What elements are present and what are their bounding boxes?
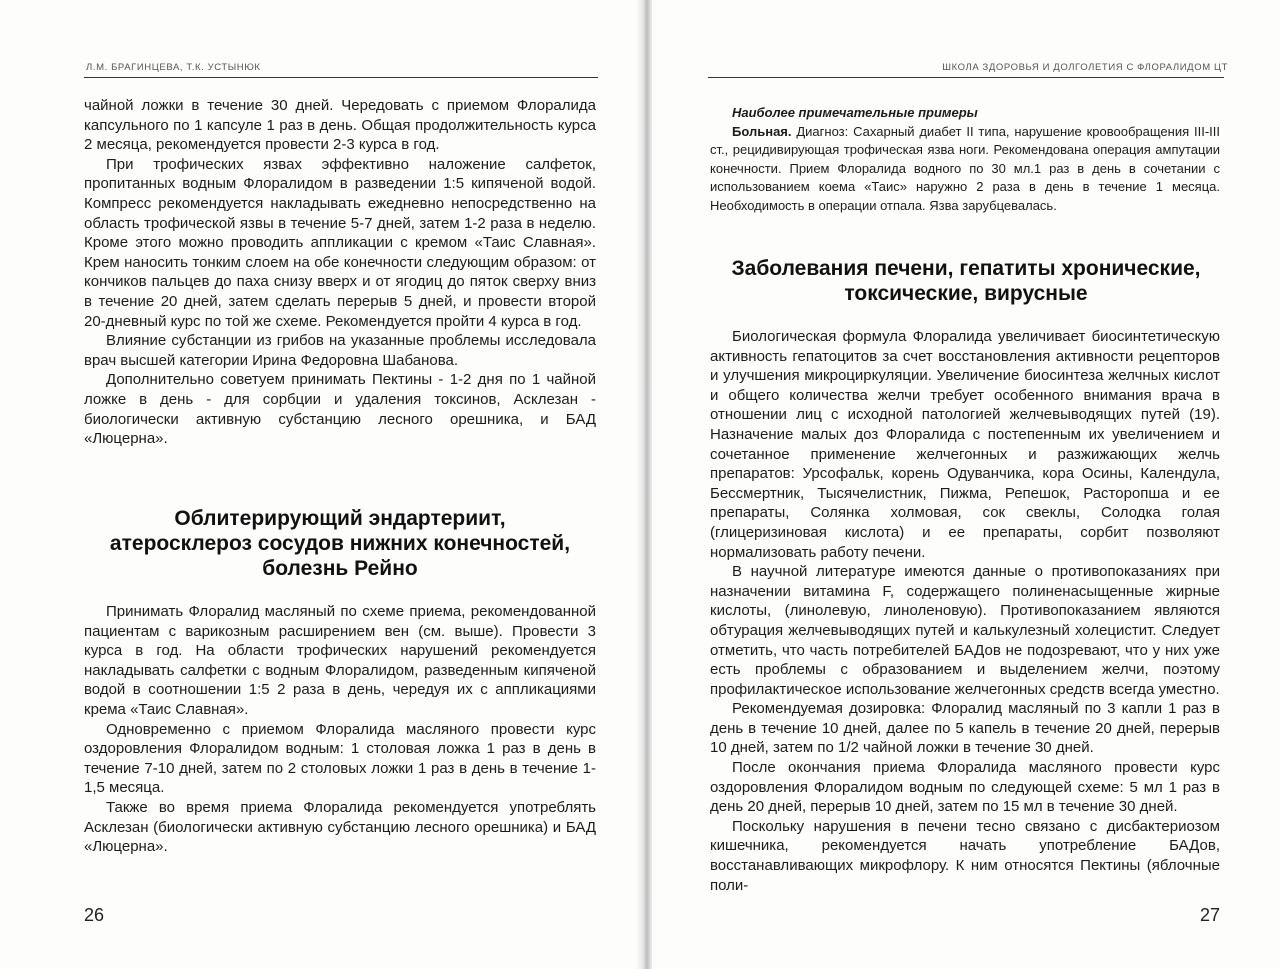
left-section-text [84,602,596,857]
right-section-heading [708,256,1224,306]
heading-line: болезнь Рейно [262,557,418,580]
left-section-paragraph: Одновременно с приемом Флоралида масляного провести курс оздоровления Флоралидом водным: 1 столовая ложка 1 раз в день в течение 7-10 дней, затем по 2 столовых ложки 1 раз в день в течение 1-1,5 месяца. [84,720,596,797]
example-label: Больная. [732,123,792,139]
left-paragraph: Дополнительно советуем принимать Пектины - 1-2 дня по 1 чайной ложке в день - для сорбции и удаления токсинов, Асклезан - биологически активную субстанцию лесного орешника, и БАД «Люцерна». [84,371,596,448]
example-text [710,123,1220,216]
right-paragraph: Рекомендуемая дозировка: Флоралид масляный по 3 капли 1 раз в день в течение 10 дней, далее по 5 капель в течение 20 дней, перерыв 10 дней, затем по 1/2 чайной ложки в течение 30 дней. [710,700,1220,757]
left-section-heading [84,506,596,581]
left-header-rule [84,77,598,78]
examples-title: Наиболее примечательные примеры [732,105,978,120]
right-running-head: ШКОЛА ЗДОРОВЬЯ И ДОЛГОЛЕТИЯ С ФЛОРАЛИДОМ ЦТ [942,62,1228,73]
right-section-text [710,327,1220,895]
right-paragraph: Поскольку нарушения в печени тесно связано с дисбактериозом кишечника, рекомендуется начать употребление БАДов, восстанавливающих микрофлору. К ним относятся Пектины (яблочные поли- [710,817,1220,894]
right-paragraph: В научной литературе имеются данные о противопоказаниях при назначении витамина F, содержащего полиненасыщенные жирные кислоты, (линолевую, линоленовую). Противопоказанием являются обтурация желчевыводящих путей и калькулезный холецистит. Следует отметить, что часть потребителей БАДов не подозревают, что у них уже есть проблемы с образованием и выделением желчи, поэтому профилактическое использование желчегонных средств всегда уместно. [710,563,1220,698]
right-paragraph: Биологическая формула Флоралида увеличивает биосинтетическую активность гепатоцитов за счет восстановления активности рецепторов и улучшения микроциркуляции. Увеличение биосинтеза желчных кислот и общего количества желчи требует особенного внимания врача в отношении лиц с исходной патологией желчевыводящих путей (19). Назначение малых доз Флоралида с постепенным их увеличением и сочетанное применение желчегонных и разжижающих желчь препаратов: Урсофальк, корень Одуванчика, кора Осины, Календула, Бессмертник, Тысячелистник, Пижма, Репешок, Расторопша и ее препараты, Солянка холмовая, сок свеклы, Солодка голая (глицеризиновая кислота) и ее препараты, сорбит позволяют нормализовать работу печени. [710,328,1220,561]
right-header-rule [708,77,1224,78]
right-page [652,0,1280,969]
right-page-number: 27 [1200,905,1221,925]
heading-line: Заболевания печени, гепатиты хронические, [731,257,1201,280]
examples-box [710,104,1220,216]
left-page-number: 26 [84,905,105,925]
example-body: Диагноз: Сахарный диабет II типа, нарушение кровообращения III-III ст., рецидивирующая трофическая язва ноги. Рекомендована операция ампутации конечности. Прием Флоралида водного по 30 мл.1 раз в день в сочетании с использованием коема «Таис» наружно 2 раза в день в течение 1 месяца. Необходимость в операции отпала. Язва зарубцевалась. [710,123,1220,213]
heading-line: токсические, вирусные [844,282,1088,305]
left-paragraph: При трофических язвах эффективно наложение салфеток, пропитанных водным Флоралидом в разведении 1:5 кипяченой водой. Компресс рекомендуется накладывать ежедневно непосредственно на область трофической язвы в течение 5-7 дней, затем 1-2 раза в неделю. Кроме этого можно проводить аппликации с кремом «Таис Славная». Крем наносить тонким слоем на обе конечности следующим образом: от кончиков пальцев до паха снизу вверх и от ягодиц до пяток сверху вниз в течение 20 дней, затем сделать перерыв 5 дней, и провести второй 20-дневный курс по той же схеме. Рекомендуется пройти 4 курса в год. [84,155,596,330]
heading-line: Облитерирующий эндартериит, [174,507,506,530]
left-top-text [84,96,596,449]
left-section-paragraph: Также во время приема Флоралида рекомендуется употреблять Асклезан (биологически активную субстанцию лесного орешника) и БАД «Люцерна». [84,798,596,856]
heading-line: атеросклероз сосудов нижних конечностей, [109,532,571,555]
left-section-paragraph: Принимать Флоралид масляный по схеме приема, рекомендованной пациентам с варикозным расширением вен (см. выше). Провести 3 курса в год. На области трофических нарушений рекомендуется накладывать салфетки с водным Флоралидом, разведенным кипяченой водой в соотношении 1:5 2 раза в день, чередуя их с аппликациями крема «Таис Славная». [84,603,596,718]
right-paragraph: После окончания приема Флоралида масляного провести курс оздоровления Флоралидом водным по следующей схеме: 5 мл 1 раз в день 20 дней, перерыв 10 дней, затем по 15 мл в течение 30 дней. [710,759,1220,816]
left-paragraph: чайной ложки в течение 30 дней. Чередовать с приемом Флоралида капсульного по 1 капсуле 1 раз в день. Общая продолжительность курса 2 месяца, рекомендуется провести 2-3 курса в год. [84,97,596,154]
left-running-head: Л.М. БРАГИНЦЕВА, Т.К. УСТЫНЮК [86,62,261,73]
left-paragraph: Влияние субстанции из грибов на указанные проблемы исследовала врач высшей категории Ирина Федоровна Шабанова. [84,332,596,369]
